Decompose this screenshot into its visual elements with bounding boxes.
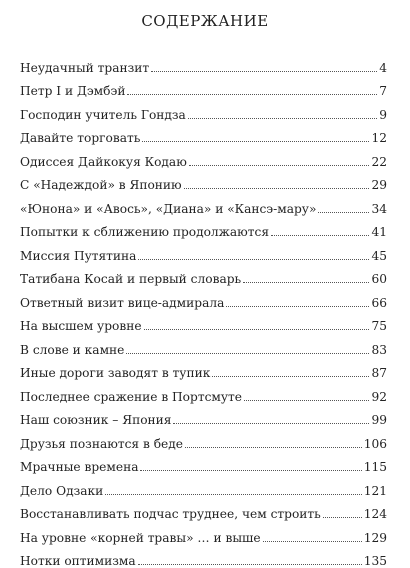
toc-entry-page: 66 [371,296,387,310]
toc-entry [20,75,387,99]
toc-entry-title: Ответный визит вице-адмирала [20,296,224,310]
toc-leader-dots [212,376,369,377]
toc-entry-title: Давайте торговать [20,131,140,145]
toc-entry-title: В слове и камне [20,343,124,357]
toc-leader-dots [138,564,362,565]
toc-entry-page: 99 [371,413,387,427]
toc-entry-title: Татибана Косай и первый словарь [20,272,241,286]
toc-entry-title: Последнее сражение в Портсмуте [20,390,242,404]
toc-entry-page: 12 [371,131,387,145]
toc-entry [20,545,387,568]
toc-entry [20,451,387,475]
toc-leader-dots [126,353,369,354]
toc-entry-title: Иные дороги заводят в тупик [20,366,210,380]
toc-leader-dots [188,118,377,119]
toc-entry [20,263,387,287]
toc-entry-title: Мрачные времена [20,460,138,474]
toc-leader-dots [151,71,377,72]
toc-entry-title: Нотки оптимизма [20,554,136,568]
toc-leader-dots [144,329,370,330]
toc-leader-dots [243,282,369,283]
toc-leader-dots [189,165,370,166]
toc-leader-dots [173,423,369,424]
toc-entry [20,474,387,498]
toc-entry-page: 34 [371,202,387,216]
toc-entry-title: Восстанавливать подчас труднее, чем строить [20,507,321,521]
toc-leader-dots [127,94,377,95]
toc-entry-page: 87 [371,366,387,380]
toc-entry-title: Попытки к сближению продолжаются [20,225,269,239]
toc-leader-dots [244,400,369,401]
toc-entry-page: 106 [364,437,387,451]
toc-entry-page: 129 [364,531,387,545]
toc-entry [20,498,387,522]
toc-entry [20,427,387,451]
toc-leader-dots [185,447,362,448]
toc-leader-dots [226,306,369,307]
toc-entry [20,521,387,545]
toc-entry-page: 124 [364,507,387,521]
toc-entry-title: Неудачный транзит [20,61,149,75]
toc-entry [20,51,387,75]
toc-entry [20,169,387,193]
toc-entry [20,145,387,169]
toc-entry [20,333,387,357]
toc-entry-page: 135 [364,554,387,568]
toc-entry-title: «Юнона» и «Авось», «Диана» и «Кансэ-мару» [20,202,316,216]
toc-entry [20,286,387,310]
toc-entry [20,239,387,263]
toc-entry-title: Господин учитель Гондза [20,108,186,122]
toc-leader-dots [318,212,369,213]
toc-entry [20,216,387,240]
toc-entry-page: 41 [371,225,387,239]
toc-entry [20,404,387,428]
toc-entry [20,380,387,404]
toc-entry-title: Петр I и Дэмбэй [20,84,125,98]
toc-entry-page: 60 [371,272,387,286]
toc-entry-page: 7 [379,84,387,98]
toc-entry-title: Дело Одзаки [20,484,103,498]
toc-entry [20,192,387,216]
toc-entry-page: 121 [364,484,387,498]
toc-entry-title: На высшем уровне [20,319,142,333]
toc-leader-dots [138,259,369,260]
toc-entry-page: 29 [371,178,387,192]
toc-leader-dots [323,517,362,518]
toc-entry-page: 115 [364,460,387,474]
toc-entry-title: Одиссея Дайкокуя Кодаю [20,155,187,169]
table-of-contents [20,51,387,568]
toc-entry-title: Друзья познаются в беде [20,437,183,451]
toc-entry-page: 45 [371,249,387,263]
toc-entry-title: С «Надеждой» в Японию [20,178,182,192]
toc-leader-dots [140,470,361,471]
toc-leader-dots [271,235,369,236]
toc-entry-page: 83 [371,343,387,357]
toc-leader-dots [142,141,369,142]
toc-entry [20,357,387,381]
toc-entry [20,98,387,122]
toc-leader-dots [105,494,362,495]
toc-entry-page: 92 [371,390,387,404]
toc-entry [20,122,387,146]
toc-entry-title: На уровне «корней травы» … и выше [20,531,261,545]
toc-entry-page: 9 [379,108,387,122]
toc-entry-page: 75 [371,319,387,333]
toc-entry-title: Миссия Путятина [20,249,136,263]
page-title: СОДЕРЖАНИЕ [0,12,410,30]
toc-leader-dots [184,188,370,189]
toc-entry-page: 4 [379,61,387,75]
toc-entry [20,310,387,334]
toc-entry-title: Наш союзник – Япония [20,413,171,427]
toc-entry-page: 22 [371,155,387,169]
toc-leader-dots [263,541,362,542]
